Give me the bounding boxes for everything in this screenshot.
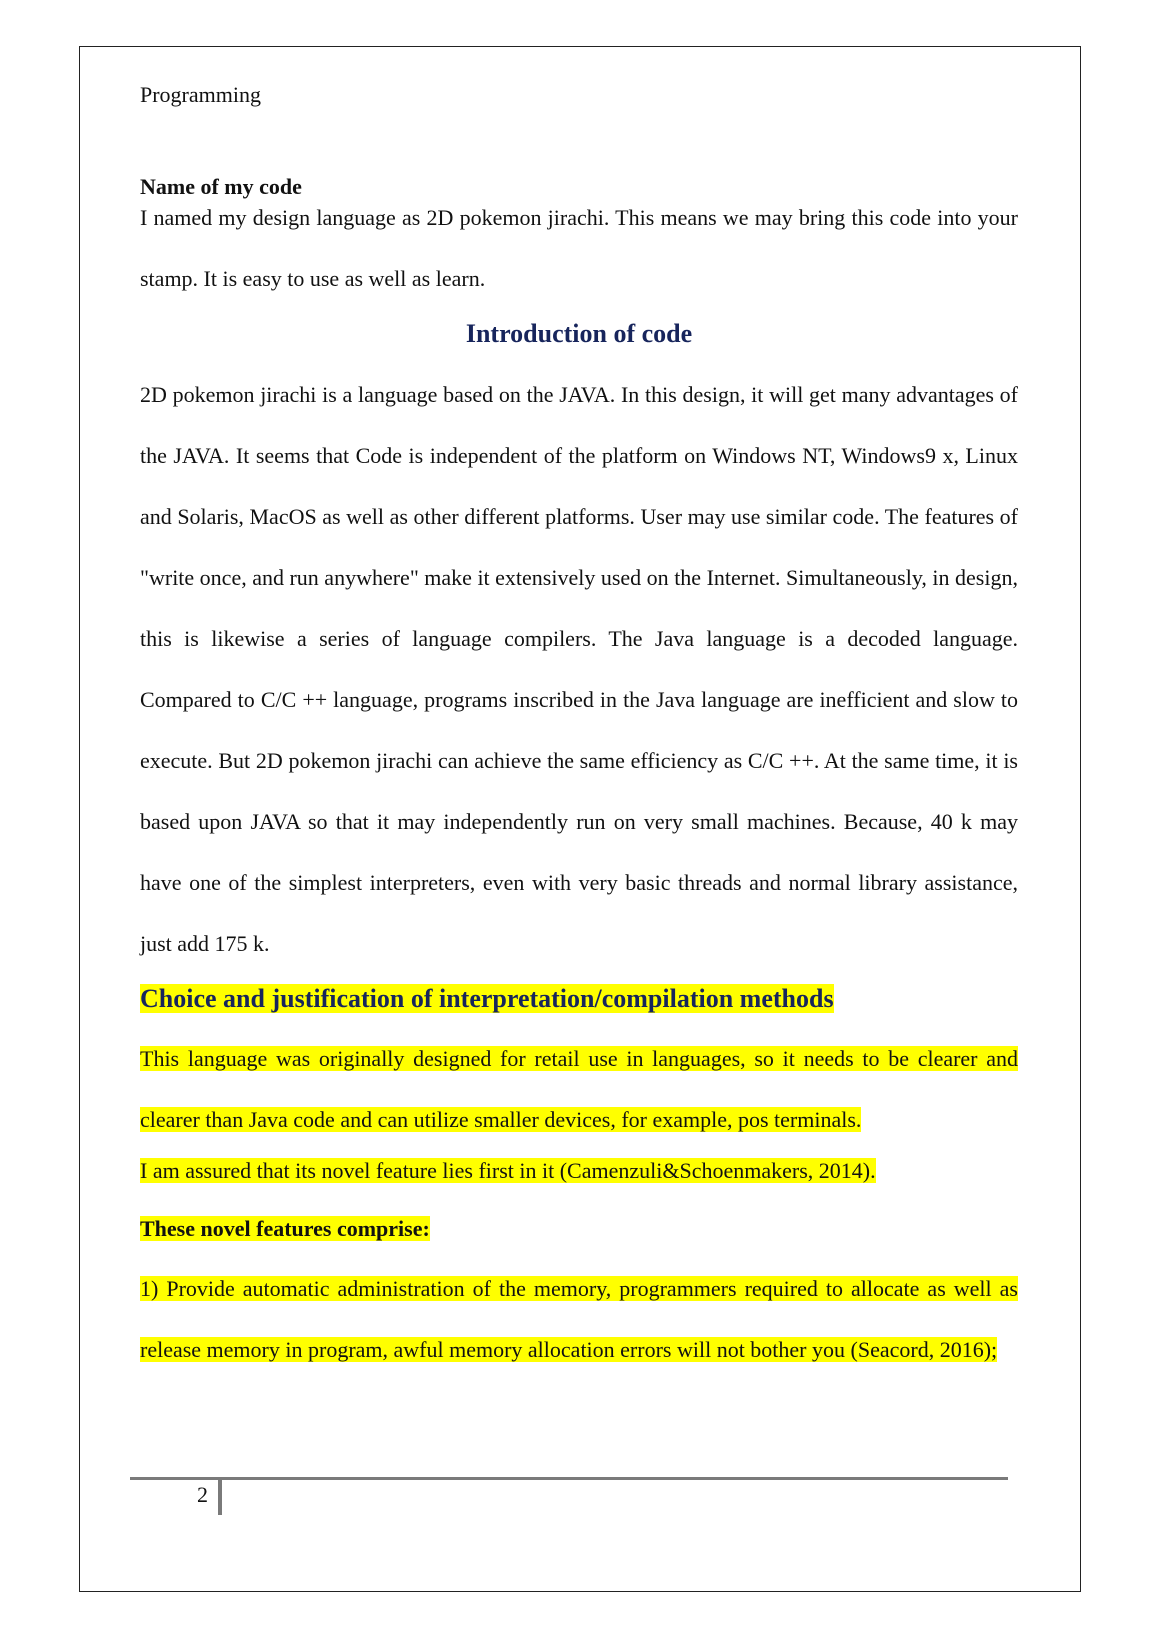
choice-justification-heading: [140, 983, 834, 1015]
page-number: 2: [197, 1482, 208, 1507]
name-of-code-heading: Name of my code: [140, 174, 302, 199]
choice-justification-paragraph: [140, 1028, 1018, 1150]
introduction-heading: Introduction of code: [465, 319, 693, 348]
page-header-title: Programming: [140, 82, 261, 107]
footer-divider: [130, 1477, 1008, 1480]
introduction-paragraph: 2D pokemon jirachi is a language based on the JAVA. In this design, it will get many advantages of the JAVA. It seems that Code is independent of the platform on Windows NT, Windows9 x, Linux and Solaris, MacOS as well as other different platforms. User may use similar code. The features of "write once, and run anywhere" make it extensively used on the Internet. Simultaneously, in design, this is likewise a series of language compilers. The Java language is a decoded language. Compared to C/C ++ language, programs inscribed in the Java language are inefficient and slow to execute. But 2D pokemon jirachi can achieve the same efficiency as C/C ++. At the same time, it is based upon JAVA so that it may independently run on very small machines. Because, 40 k may have one of the simplest interpreters, even with very basic threads and normal library assistance, just add 175 k.: [140, 382, 1018, 956]
novel-features-heading: [140, 1216, 430, 1242]
choice-justification-heading-text: Choice and justification of interpretation/compilation methods: [140, 984, 834, 1013]
choice-justification-paragraph-text: This language was originally designed for retail use in languages, so it needs to be clearer and clearer than Java code and can utilize smaller devices, for example, pos terminals.: [140, 1046, 1018, 1132]
novel-feature-item-1-text: 1) Provide automatic administration of the memory, programmers required to allocate as well as release memory in program, awful memory allocation errors will not bother you (Seacord, 2016);: [140, 1276, 1018, 1362]
name-of-code-paragraph: I named my design language as 2D pokemon jirachi. This means we may bring this code into your stamp. It is easy to use as well as learn.: [140, 205, 1018, 291]
novel-features-heading-text: These novel features comprise:: [140, 1216, 430, 1241]
novel-feature-statement-text: I am assured that its novel feature lies first in it (Camenzuli&Schoenmakers, 2014).: [140, 1158, 876, 1183]
novel-feature-item-1: [140, 1258, 1018, 1380]
novel-feature-statement: [140, 1158, 1018, 1184]
footer-page-bar: [218, 1477, 222, 1515]
